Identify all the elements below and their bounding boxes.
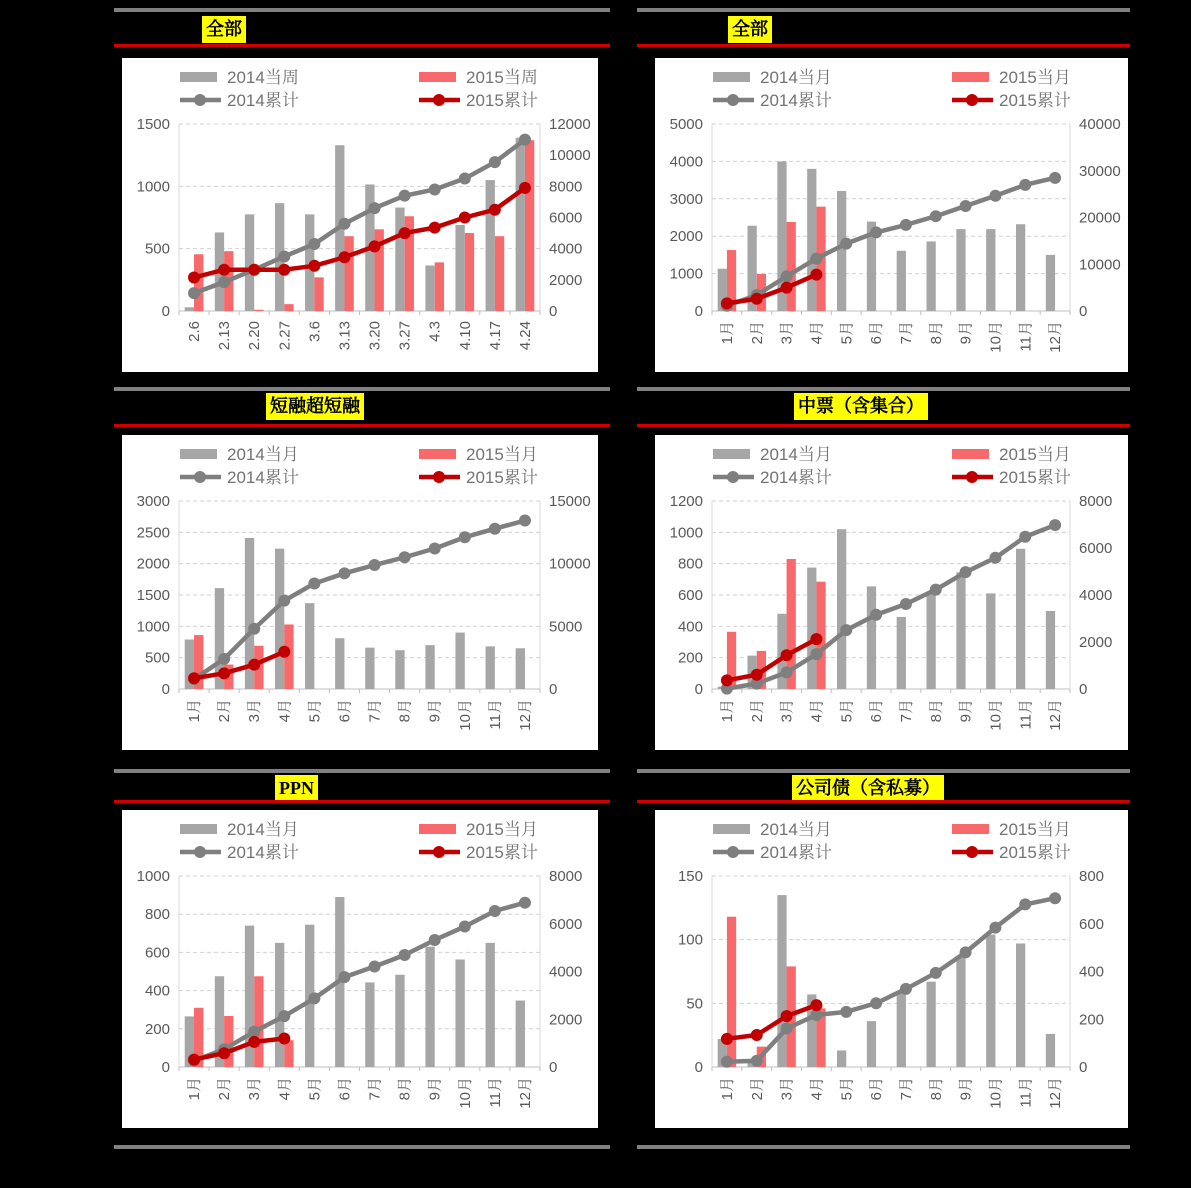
svg-text:4月: 4月 bbox=[808, 1077, 826, 1101]
svg-text:2015累计: 2015累计 bbox=[999, 843, 1071, 862]
title-underline-red bbox=[114, 424, 610, 427]
right-axis-labels bbox=[1079, 116, 1121, 320]
svg-text:500: 500 bbox=[144, 649, 170, 667]
svg-text:0: 0 bbox=[161, 1059, 170, 1076]
svg-text:1月: 1月 bbox=[718, 1077, 736, 1101]
svg-text:2.27: 2.27 bbox=[276, 321, 294, 351]
x-axis-labels bbox=[186, 699, 534, 731]
svg-text:2000: 2000 bbox=[1079, 634, 1113, 651]
svg-text:10月: 10月 bbox=[456, 1077, 474, 1109]
svg-text:100: 100 bbox=[677, 931, 703, 949]
svg-text:1000: 1000 bbox=[669, 265, 703, 283]
svg-text:12月: 12月 bbox=[516, 1077, 534, 1109]
svg-text:1200: 1200 bbox=[669, 493, 703, 510]
combo-chart-cp-scp bbox=[122, 435, 598, 750]
chart-title bbox=[794, 393, 928, 420]
svg-text:2014累计: 2014累计 bbox=[227, 468, 299, 487]
svg-text:11月: 11月 bbox=[486, 1077, 504, 1108]
svg-text:5月: 5月 bbox=[838, 321, 856, 345]
svg-text:40000: 40000 bbox=[1079, 116, 1121, 133]
svg-text:10月: 10月 bbox=[987, 1077, 1005, 1109]
bottom-divider-gray bbox=[114, 1145, 610, 1149]
svg-text:600: 600 bbox=[144, 944, 170, 962]
svg-text:1000: 1000 bbox=[136, 618, 170, 636]
svg-text:2014当月: 2014当月 bbox=[227, 820, 299, 839]
svg-text:10月: 10月 bbox=[987, 699, 1005, 731]
svg-text:11月: 11月 bbox=[1017, 699, 1035, 730]
svg-text:2015当月: 2015当月 bbox=[466, 820, 538, 839]
right-axis-labels bbox=[549, 868, 582, 1076]
svg-text:6000: 6000 bbox=[549, 209, 583, 227]
legend bbox=[180, 820, 538, 862]
chart-panel bbox=[655, 810, 1128, 1128]
svg-text:2015累计: 2015累计 bbox=[466, 843, 538, 862]
svg-text:400: 400 bbox=[144, 982, 170, 1000]
svg-text:12月: 12月 bbox=[1047, 1077, 1065, 1109]
svg-text:2015当月: 2015当月 bbox=[466, 445, 538, 464]
line-2015 bbox=[188, 646, 290, 684]
svg-text:7月: 7月 bbox=[366, 699, 384, 723]
legend bbox=[180, 68, 538, 110]
svg-text:8000: 8000 bbox=[549, 868, 583, 885]
legend-item-2014-line bbox=[180, 468, 299, 487]
legend-item-2014-line bbox=[713, 843, 832, 862]
svg-text:10月: 10月 bbox=[987, 321, 1005, 353]
svg-text:800: 800 bbox=[144, 906, 170, 924]
svg-text:3.13: 3.13 bbox=[336, 321, 354, 351]
svg-text:0: 0 bbox=[549, 681, 558, 698]
x-axis-labels bbox=[186, 1077, 534, 1109]
svg-text:2014当周: 2014当周 bbox=[227, 68, 299, 87]
svg-text:2015当月: 2015当月 bbox=[999, 820, 1071, 839]
svg-text:1500: 1500 bbox=[136, 116, 170, 133]
legend-item-2015-bar bbox=[419, 445, 538, 464]
right-axis-labels bbox=[549, 116, 591, 320]
top-divider-gray bbox=[114, 387, 610, 391]
svg-text:9月: 9月 bbox=[426, 1077, 444, 1101]
svg-text:4月: 4月 bbox=[276, 1077, 294, 1101]
svg-text:1月: 1月 bbox=[186, 699, 204, 723]
line-2014 bbox=[188, 515, 531, 686]
svg-text:1000: 1000 bbox=[136, 868, 170, 885]
svg-text:6月: 6月 bbox=[336, 699, 354, 723]
svg-text:0: 0 bbox=[1079, 681, 1088, 698]
chart-panel bbox=[655, 435, 1128, 750]
title-underline-red bbox=[637, 44, 1130, 47]
svg-text:7月: 7月 bbox=[897, 321, 915, 345]
legend-item-2015-line bbox=[952, 91, 1071, 110]
svg-text:8000: 8000 bbox=[549, 178, 583, 196]
svg-text:4月: 4月 bbox=[808, 699, 826, 723]
svg-text:0: 0 bbox=[1079, 1059, 1088, 1076]
svg-text:400: 400 bbox=[1079, 963, 1105, 981]
legend-item-2015-bar bbox=[419, 68, 538, 87]
legend-item-2014-bar bbox=[180, 68, 299, 87]
chart-title-text: 全部 bbox=[206, 19, 242, 39]
svg-text:0: 0 bbox=[161, 681, 170, 698]
svg-text:1500: 1500 bbox=[136, 587, 170, 604]
line-2014 bbox=[188, 897, 531, 1067]
svg-text:0: 0 bbox=[694, 303, 703, 320]
svg-text:4.24: 4.24 bbox=[516, 321, 534, 351]
legend bbox=[180, 445, 538, 487]
svg-text:12000: 12000 bbox=[549, 116, 591, 133]
svg-text:50: 50 bbox=[686, 995, 703, 1013]
svg-text:0: 0 bbox=[161, 303, 170, 320]
legend-item-2015-line bbox=[952, 468, 1071, 487]
svg-text:2014当月: 2014当月 bbox=[760, 820, 832, 839]
combo-chart-corp-bond bbox=[655, 810, 1128, 1128]
svg-text:4000: 4000 bbox=[1079, 587, 1113, 604]
svg-text:8月: 8月 bbox=[396, 1077, 414, 1101]
svg-text:7月: 7月 bbox=[897, 699, 915, 723]
svg-text:1000: 1000 bbox=[136, 178, 170, 196]
left-axis-labels bbox=[137, 116, 170, 320]
legend-item-2015-line bbox=[419, 91, 538, 110]
legend-item-2014-line bbox=[180, 843, 299, 862]
svg-text:2500: 2500 bbox=[136, 524, 170, 542]
svg-text:4000: 4000 bbox=[669, 153, 703, 171]
left-axis-labels bbox=[137, 868, 170, 1076]
svg-text:8月: 8月 bbox=[927, 699, 945, 723]
svg-text:9月: 9月 bbox=[426, 699, 444, 723]
right-axis-labels bbox=[549, 493, 591, 698]
legend-item-2015-line bbox=[952, 843, 1071, 862]
svg-text:4.3: 4.3 bbox=[426, 321, 444, 342]
svg-text:800: 800 bbox=[677, 555, 703, 573]
chart-panel bbox=[122, 435, 598, 750]
svg-text:0: 0 bbox=[694, 1059, 703, 1076]
svg-text:6月: 6月 bbox=[868, 699, 886, 723]
svg-text:2014当月: 2014当月 bbox=[760, 445, 832, 464]
svg-text:0: 0 bbox=[549, 1059, 558, 1076]
svg-text:2015累计: 2015累计 bbox=[466, 91, 538, 110]
x-axis-labels bbox=[719, 699, 1064, 731]
title-underline-red bbox=[637, 424, 1130, 427]
line-2015 bbox=[188, 182, 531, 284]
svg-text:8月: 8月 bbox=[927, 321, 945, 345]
bottom-divider-gray bbox=[637, 1145, 1130, 1149]
legend-item-2015-bar bbox=[952, 445, 1071, 464]
svg-text:2月: 2月 bbox=[216, 1077, 234, 1101]
svg-text:5月: 5月 bbox=[306, 1077, 324, 1101]
top-divider-gray bbox=[114, 8, 610, 12]
svg-text:2014当月: 2014当月 bbox=[227, 445, 299, 464]
title-underline-red bbox=[637, 800, 1130, 803]
svg-text:9月: 9月 bbox=[957, 699, 975, 723]
svg-text:2000: 2000 bbox=[549, 1011, 583, 1029]
left-axis-labels bbox=[670, 493, 703, 698]
chart-title bbox=[266, 393, 364, 420]
svg-text:3000: 3000 bbox=[136, 493, 170, 510]
svg-text:1月: 1月 bbox=[186, 1077, 204, 1101]
svg-text:3.27: 3.27 bbox=[396, 321, 414, 351]
svg-text:8月: 8月 bbox=[927, 1077, 945, 1101]
line-2014 bbox=[188, 134, 531, 299]
svg-text:12月: 12月 bbox=[516, 699, 534, 731]
chart-title bbox=[202, 16, 246, 43]
line-2014 bbox=[721, 519, 1061, 695]
svg-text:2.13: 2.13 bbox=[216, 321, 234, 351]
svg-text:2014累计: 2014累计 bbox=[760, 91, 832, 110]
combo-chart-all-weekly bbox=[122, 58, 598, 372]
svg-text:2.6: 2.6 bbox=[186, 321, 204, 342]
svg-text:2015当月: 2015当月 bbox=[999, 68, 1071, 87]
svg-text:2014累计: 2014累计 bbox=[227, 843, 299, 862]
svg-text:8000: 8000 bbox=[1079, 493, 1113, 510]
svg-text:6000: 6000 bbox=[549, 915, 583, 933]
chart-title bbox=[275, 775, 318, 802]
x-axis-labels bbox=[186, 321, 534, 350]
svg-text:3月: 3月 bbox=[246, 1077, 264, 1101]
chart-title-text: 全部 bbox=[732, 19, 768, 39]
chart-title-text: 短融超短融 bbox=[270, 396, 360, 416]
svg-text:2014当月: 2014当月 bbox=[760, 68, 832, 87]
svg-text:1月: 1月 bbox=[718, 321, 736, 345]
line-2015 bbox=[188, 1033, 290, 1066]
bars-2014 bbox=[185, 538, 525, 689]
svg-text:5000: 5000 bbox=[669, 116, 703, 133]
svg-text:11月: 11月 bbox=[1017, 321, 1035, 352]
svg-text:11月: 11月 bbox=[1017, 1077, 1035, 1108]
legend-item-2014-bar bbox=[713, 820, 832, 839]
svg-text:2015累计: 2015累计 bbox=[999, 468, 1071, 487]
left-axis-labels bbox=[670, 116, 703, 320]
svg-text:12月: 12月 bbox=[1047, 321, 1065, 353]
svg-text:20000: 20000 bbox=[1079, 209, 1121, 227]
legend-item-2015-bar bbox=[952, 68, 1071, 87]
svg-text:2014累计: 2014累计 bbox=[760, 468, 832, 487]
svg-text:0: 0 bbox=[549, 303, 558, 320]
svg-text:9月: 9月 bbox=[957, 321, 975, 345]
svg-text:600: 600 bbox=[677, 587, 703, 604]
svg-text:6月: 6月 bbox=[336, 1077, 354, 1101]
title-underline-red bbox=[114, 800, 610, 803]
combo-chart-ppn bbox=[122, 810, 598, 1128]
legend-item-2014-line bbox=[180, 91, 299, 110]
svg-text:7月: 7月 bbox=[897, 1077, 915, 1101]
svg-text:30000: 30000 bbox=[1079, 162, 1121, 180]
svg-text:150: 150 bbox=[677, 868, 703, 885]
svg-text:9月: 9月 bbox=[957, 1077, 975, 1101]
svg-text:6月: 6月 bbox=[868, 1077, 886, 1101]
x-axis-labels bbox=[719, 321, 1064, 353]
legend bbox=[713, 68, 1071, 110]
svg-text:3月: 3月 bbox=[778, 699, 796, 723]
left-axis-labels bbox=[137, 493, 170, 698]
svg-text:2000: 2000 bbox=[136, 555, 170, 573]
svg-text:3月: 3月 bbox=[778, 1077, 796, 1101]
svg-text:2015当周: 2015当周 bbox=[466, 68, 538, 87]
chart-title bbox=[792, 775, 944, 802]
svg-text:7月: 7月 bbox=[366, 1077, 384, 1101]
svg-text:5月: 5月 bbox=[838, 1077, 856, 1101]
svg-text:5000: 5000 bbox=[549, 618, 583, 636]
svg-text:4月: 4月 bbox=[276, 699, 294, 723]
legend bbox=[713, 820, 1071, 862]
svg-text:800: 800 bbox=[1079, 868, 1105, 885]
svg-text:200: 200 bbox=[144, 1020, 170, 1038]
svg-text:4000: 4000 bbox=[549, 963, 583, 981]
svg-text:2月: 2月 bbox=[748, 321, 766, 345]
svg-text:10000: 10000 bbox=[1079, 256, 1121, 274]
svg-text:2月: 2月 bbox=[748, 1077, 766, 1101]
svg-text:0: 0 bbox=[1079, 303, 1088, 320]
legend-item-2015-bar bbox=[952, 820, 1071, 839]
top-divider-gray bbox=[637, 8, 1130, 12]
legend-item-2015-line bbox=[419, 843, 538, 862]
legend-item-2015-bar bbox=[419, 820, 538, 839]
svg-text:3月: 3月 bbox=[246, 699, 264, 723]
svg-text:5月: 5月 bbox=[838, 699, 856, 723]
svg-text:2月: 2月 bbox=[748, 699, 766, 723]
legend-item-2014-bar bbox=[180, 820, 299, 839]
legend-item-2014-bar bbox=[713, 445, 832, 464]
svg-text:3000: 3000 bbox=[669, 190, 703, 208]
svg-text:200: 200 bbox=[1079, 1011, 1105, 1029]
svg-text:0: 0 bbox=[694, 681, 703, 698]
svg-text:2月: 2月 bbox=[216, 699, 234, 723]
svg-text:2.20: 2.20 bbox=[246, 321, 264, 351]
svg-text:3月: 3月 bbox=[778, 321, 796, 345]
svg-text:8月: 8月 bbox=[396, 699, 414, 723]
svg-text:15000: 15000 bbox=[549, 493, 591, 510]
combo-chart-mtn bbox=[655, 435, 1128, 750]
x-axis-labels bbox=[719, 1077, 1064, 1109]
legend-item-2014-bar bbox=[713, 68, 832, 87]
svg-text:10000: 10000 bbox=[549, 147, 591, 165]
svg-text:1000: 1000 bbox=[669, 524, 703, 542]
legend-item-2014-bar bbox=[180, 445, 299, 464]
svg-text:4000: 4000 bbox=[549, 240, 583, 258]
svg-text:11月: 11月 bbox=[486, 699, 504, 730]
svg-text:4.10: 4.10 bbox=[456, 321, 474, 351]
svg-text:600: 600 bbox=[1079, 915, 1105, 933]
svg-text:2015累计: 2015累计 bbox=[999, 91, 1071, 110]
svg-text:2014累计: 2014累计 bbox=[760, 843, 832, 862]
legend-item-2015-line bbox=[419, 468, 538, 487]
chart-panel bbox=[122, 810, 598, 1128]
svg-text:6月: 6月 bbox=[868, 321, 886, 345]
svg-text:3.6: 3.6 bbox=[306, 321, 324, 342]
combo-chart-all-monthly bbox=[655, 58, 1128, 372]
legend-item-2014-line bbox=[713, 91, 832, 110]
legend bbox=[713, 445, 1071, 487]
svg-text:12月: 12月 bbox=[1047, 699, 1065, 731]
top-divider-gray bbox=[637, 387, 1130, 391]
svg-text:4月: 4月 bbox=[808, 321, 826, 345]
svg-text:2000: 2000 bbox=[549, 271, 583, 289]
chart-title-text: PPN bbox=[279, 778, 314, 798]
svg-text:2014累计: 2014累计 bbox=[227, 91, 299, 110]
chart-title-text: 公司债（含私募） bbox=[796, 778, 940, 798]
svg-text:2015当月: 2015当月 bbox=[999, 445, 1071, 464]
chart-title-text: 中票（含集合） bbox=[798, 396, 924, 416]
svg-text:2015累计: 2015累计 bbox=[466, 468, 538, 487]
svg-text:5月: 5月 bbox=[306, 699, 324, 723]
svg-text:200: 200 bbox=[677, 649, 703, 667]
svg-text:500: 500 bbox=[144, 240, 170, 258]
svg-text:4.17: 4.17 bbox=[486, 321, 504, 351]
right-axis-labels bbox=[1079, 868, 1104, 1076]
right-axis-labels bbox=[1079, 493, 1112, 698]
top-divider-gray bbox=[637, 769, 1130, 773]
svg-text:6000: 6000 bbox=[1079, 540, 1113, 557]
chart-title bbox=[728, 16, 772, 43]
chart-panel bbox=[655, 58, 1128, 372]
svg-text:400: 400 bbox=[677, 618, 703, 636]
title-underline-red bbox=[114, 44, 610, 47]
legend-item-2014-line bbox=[713, 468, 832, 487]
svg-text:3.20: 3.20 bbox=[366, 321, 384, 351]
svg-text:10月: 10月 bbox=[456, 699, 474, 731]
left-axis-labels bbox=[678, 868, 703, 1076]
top-divider-gray bbox=[114, 769, 610, 773]
svg-text:1月: 1月 bbox=[718, 699, 736, 723]
svg-text:10000: 10000 bbox=[549, 555, 591, 573]
svg-text:2000: 2000 bbox=[669, 228, 703, 246]
line-2014 bbox=[721, 892, 1061, 1068]
chart-panel bbox=[122, 58, 598, 372]
